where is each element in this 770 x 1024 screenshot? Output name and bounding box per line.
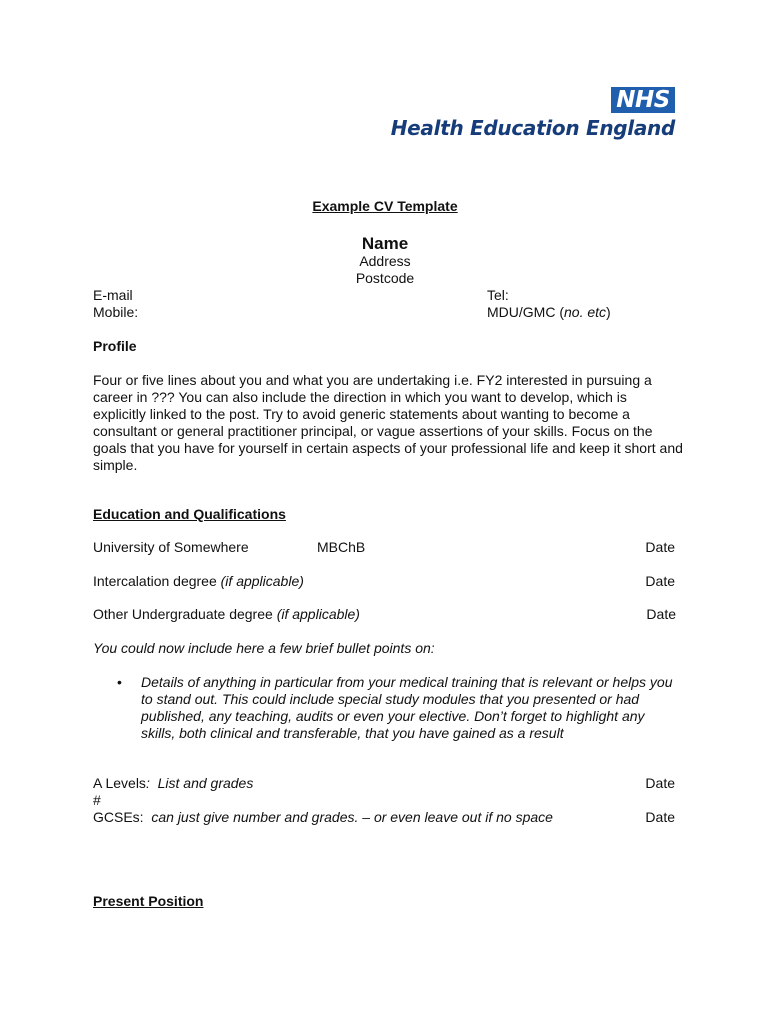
address-line: Address bbox=[359, 253, 411, 269]
education-row-note: (if applicable) bbox=[220, 573, 304, 589]
a-levels-line bbox=[93, 775, 253, 792]
education-heading: Education and Qualifications bbox=[93, 506, 286, 522]
gcse-label: GCSEs: bbox=[93, 809, 152, 825]
email-label: E-mail bbox=[93, 287, 133, 303]
mdu-gmc-note: no. etc bbox=[564, 304, 607, 320]
profile-heading: Profile bbox=[93, 338, 137, 354]
document-title: Example CV Template bbox=[312, 198, 458, 214]
a-levels-date: Date bbox=[645, 775, 675, 791]
present-position-heading: Present Position bbox=[93, 893, 204, 909]
education-row-date: Date bbox=[646, 606, 676, 622]
education-row-text: Other Undergraduate degree bbox=[93, 606, 277, 622]
education-row-date: Date bbox=[645, 573, 675, 589]
education-row-date: Date bbox=[645, 539, 675, 555]
hash-line: # bbox=[93, 792, 101, 808]
name-heading: Name bbox=[361, 234, 409, 253]
bullet-intro: You could now include here a few brief bullet points on: bbox=[93, 640, 435, 656]
a-levels-note: List and grades bbox=[149, 775, 254, 791]
education-row-note: (if applicable) bbox=[276, 606, 360, 622]
mdu-gmc-label bbox=[487, 304, 611, 321]
a-levels-label: A Levels bbox=[93, 775, 146, 791]
profile-text: Four or five lines about you and what you are undertaking i.e. FY2 interested in pursuing a career in ??? You can also include the direction in which you want to develop, which is explicitly linked to the post. Try to avoid generic statements about wanting to become a consultant or general practitioner principal, or vague assertions of your skills. Focus on the goals that you have for yourself in certain aspects of your professional life and keep it short and simple. bbox=[93, 372, 683, 473]
gcse-date: Date bbox=[645, 809, 675, 825]
a-levels-colon: : bbox=[145, 775, 150, 791]
mdu-gmc-close: ) bbox=[606, 304, 611, 320]
gcse-line bbox=[93, 809, 553, 826]
bullet-item: Details of anything in particular from your medical training that is relevant or helps you to stand out. This could include special study modules that you presented or had published, any teaching, audits or even your elective. Don’t forget to highlight any skills, both clinical and transferable, that you have gained as a result bbox=[141, 674, 673, 741]
organisation-name: Health Education England bbox=[390, 116, 675, 140]
tel-label: Tel: bbox=[487, 287, 509, 303]
mdu-gmc-text: MDU/GMC ( bbox=[487, 304, 564, 320]
education-row-label bbox=[93, 606, 360, 623]
nhs-logo: NHS bbox=[611, 87, 675, 113]
education-row-qualification: MBChB bbox=[317, 539, 366, 555]
postcode-line: Postcode bbox=[355, 270, 415, 286]
bullet-dot: • bbox=[117, 674, 122, 690]
education-row-text: Intercalation degree bbox=[93, 573, 221, 589]
education-row-label: University of Somewhere bbox=[93, 539, 249, 555]
gcse-note: can just give number and grades. – or even leave out if no space bbox=[151, 809, 553, 825]
mobile-label: Mobile: bbox=[93, 304, 139, 320]
education-row-label bbox=[93, 573, 304, 590]
